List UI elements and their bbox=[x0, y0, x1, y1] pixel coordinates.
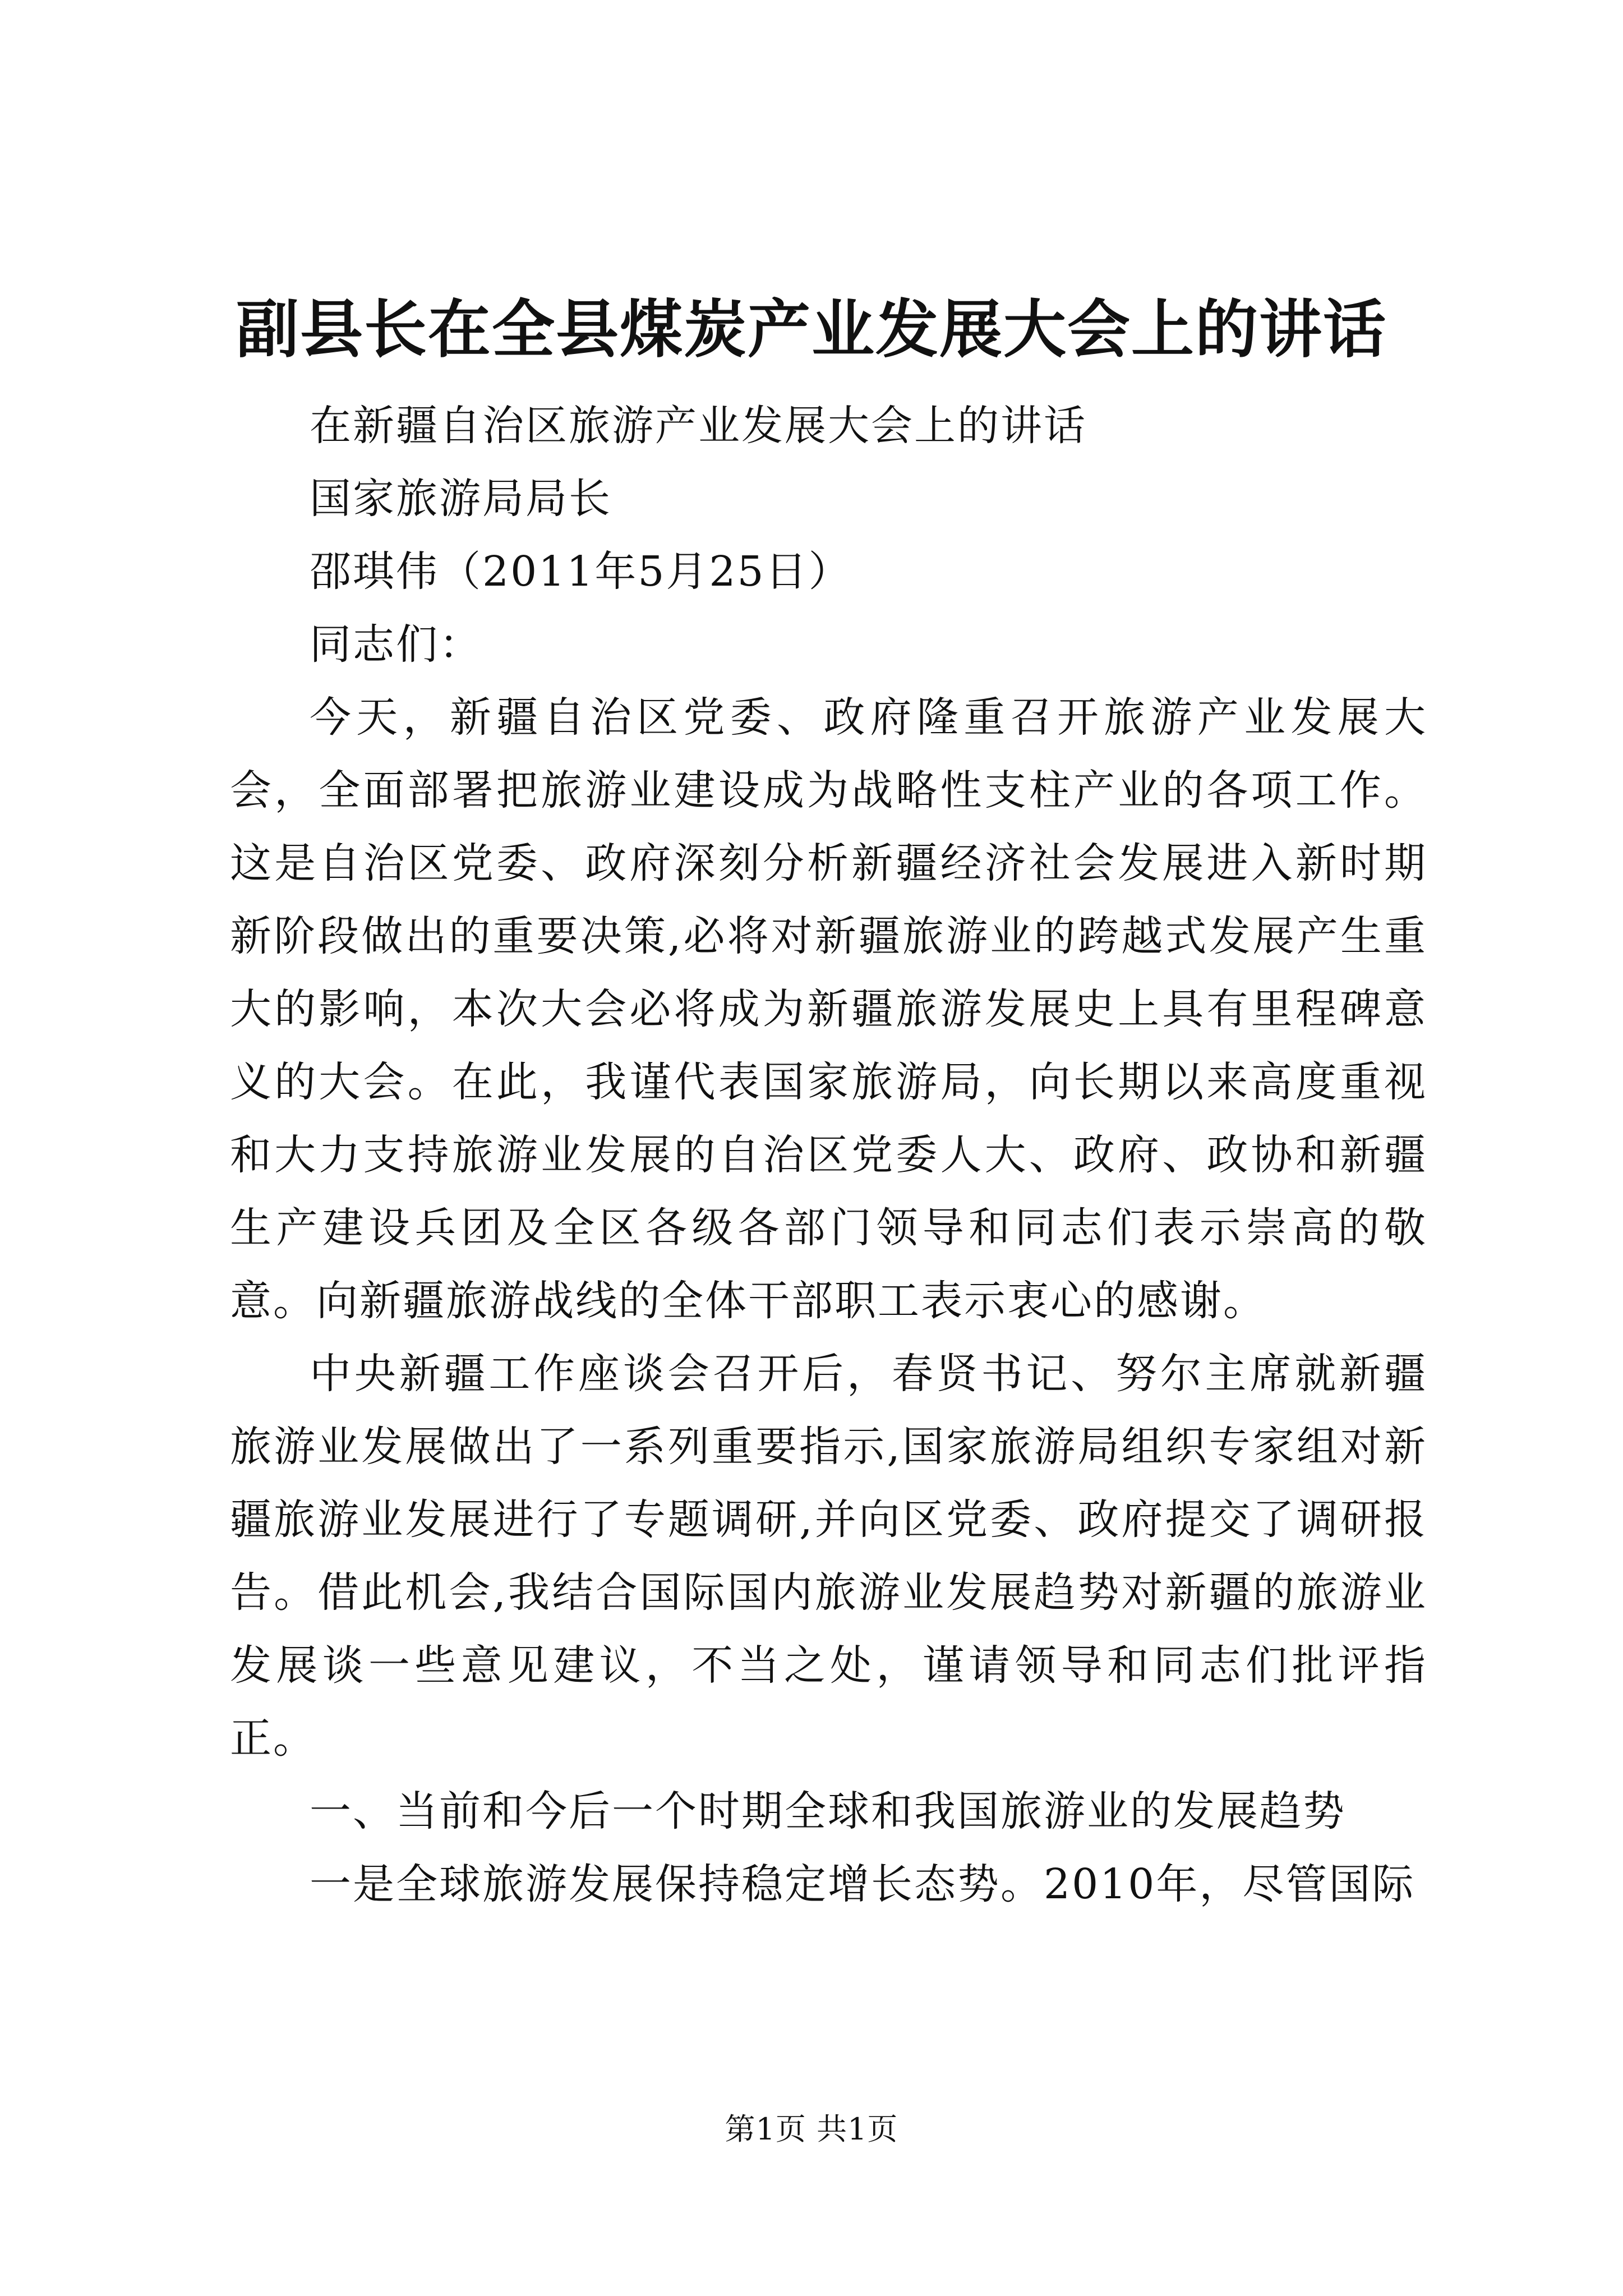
section-heading: 一、当前和今后一个时期全球和我国旅游业的发展趋势 bbox=[310, 1787, 1346, 1835]
paragraph-speaker-date: 邵琪伟（2011年5月25日） bbox=[310, 547, 852, 596]
paragraph-subtitle: 在新疆自治区旅游产业发展大会上的讲话 bbox=[310, 402, 1087, 450]
paragraph-salutation: 同志们： bbox=[310, 620, 482, 669]
paragraph-body: 今天，新疆自治区党委、政府隆重召开旅游产业发展大会，全面部署把旅游业建设成为战略性支柱产业的各项工作。这是自治区党委、政府深刻分析新疆经济社会发展进入新时期新阶段做出的重要决策,必将对新疆旅游业的跨越式发展产生重大的影响，本次大会必将成为新疆旅游发展史上具有里程碑意义的大会。在此，我谨代表国家旅游局，向长期以来高度重视和大力支持旅游业发展的自治区党委人大、政府、政协和新疆生产建设兵团及全区各级各部门领导和同志们表示崇高的敬意。向新疆旅游战线的全体干部职工表示衷心的感谢。 bbox=[230, 693, 1427, 1325]
paragraph-speaker-title: 国家旅游局局长 bbox=[310, 475, 612, 523]
page-indicator: 第1页 共1页 bbox=[725, 2111, 898, 2147]
paragraph-body: 一是全球旅游发展保持稳定增长态势。2010年，尽管国际 bbox=[310, 1860, 1415, 1908]
document-body bbox=[230, 389, 1427, 1921]
document-title: 副县长在全县煤炭产业发展大会上的讲话 bbox=[236, 293, 1387, 366]
paragraph-body: 中央新疆工作座谈会召开后，春贤书记、努尔主席就新疆旅游业发展做出了一系列重要指示,国家旅游局组织专家组对新疆旅游业发展进行了专题调研,并向区党委、政府提交了调研报告。借此机会,我结合国际国内旅游业发展趋势对新疆的旅游业发展谈一些意见建议，不当之处，谨请领导和同志们批评指正。 bbox=[230, 1350, 1427, 1763]
